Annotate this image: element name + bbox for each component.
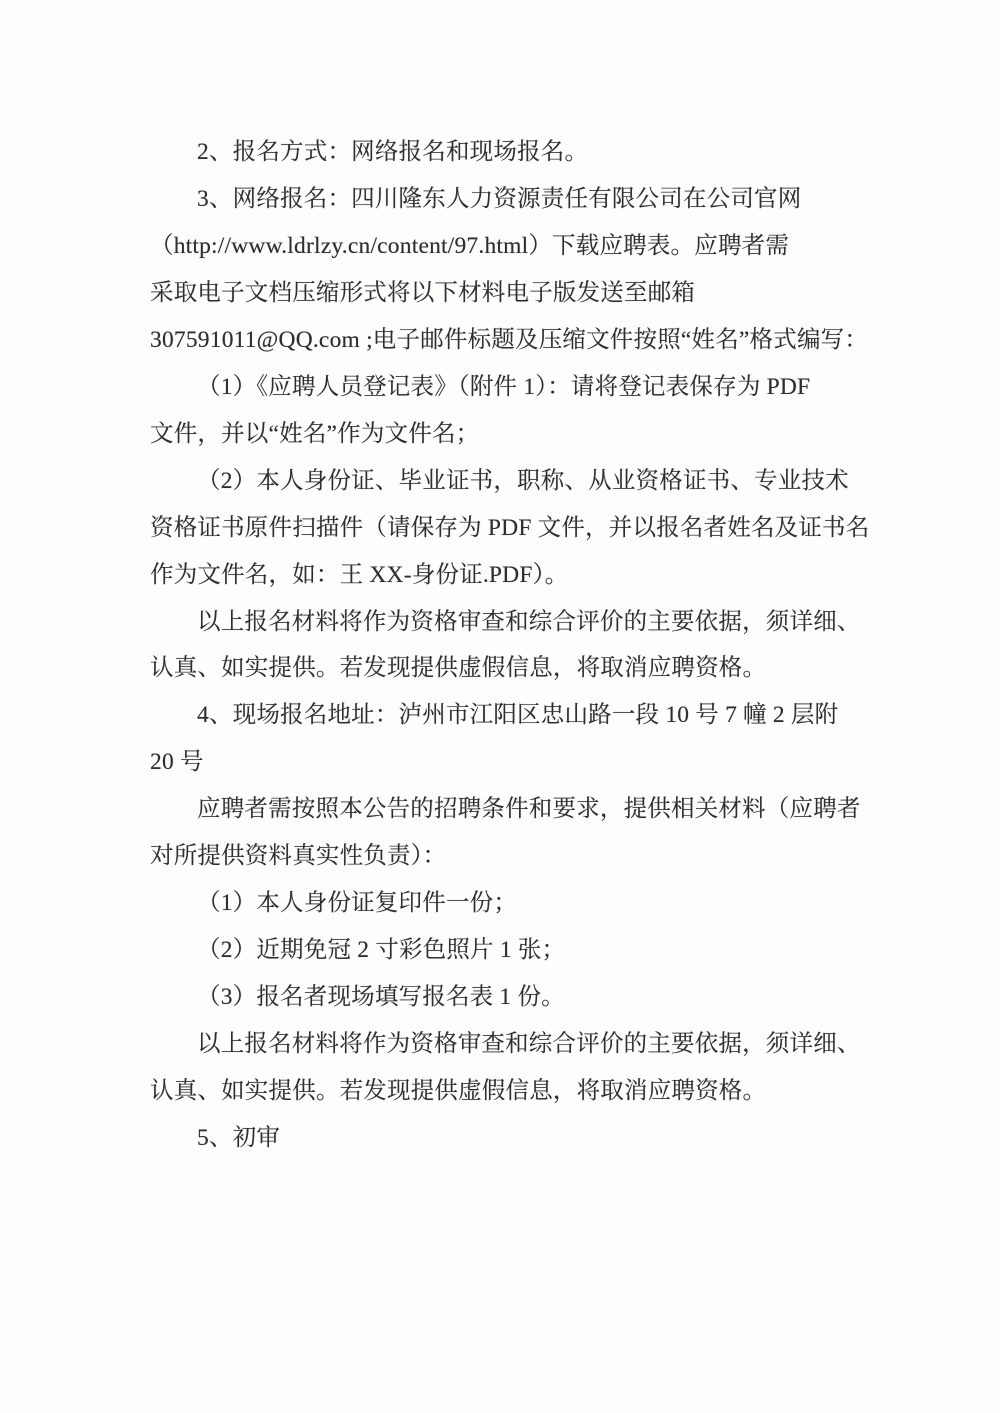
text-line: 资格证书原件扫描件（请保存为 PDF 文件，并以报名者姓名及证书名 xyxy=(150,514,870,541)
text-line: （2）本人身份证、毕业证书，职称、从业资格证书、专业技术 xyxy=(197,467,849,494)
text-line: 2、报名方式：网络报名和现场报名。 xyxy=(197,139,589,165)
text-line: 307591011@QQ.com ;电子邮件标题及压缩文件按照“姓名”格式编写： xyxy=(150,326,869,353)
text-line: （1）本人身份证复印件一份； xyxy=(197,890,518,917)
text-line: 认真、如实提供。若发现提供虚假信息，将取消应聘资格。 xyxy=(150,1078,767,1105)
text-line: 文件，并以“姓名”作为文件名； xyxy=(150,420,480,447)
text-line: 20 号 xyxy=(150,749,204,776)
text-line: （3）报名者现场填写报名表 1 份。 xyxy=(197,984,565,1011)
text-line: 以上报名材料将作为资格审查和综合评价的主要依据，须详细、 xyxy=(197,1031,861,1058)
text-line: 3、网络报名：四川隆东人力资源责任有限公司在公司官网 xyxy=(197,185,802,212)
text-line: 认真、如实提供。若发现提供虚假信息，将取消应聘资格。 xyxy=(150,655,767,682)
text-line: （2）近期免冠 2 寸彩色照片 1 张； xyxy=(197,937,566,964)
text-line: 以上报名材料将作为资格审查和综合评价的主要依据，须详细、 xyxy=(197,608,861,635)
text-line: （1）《应聘人员登记表》（附件 1）：请将登记表保存为 PDF xyxy=(197,373,811,400)
text-line: （http://www.ldrlzy.cn/content/97.html）下载应聘表。应聘者需 xyxy=(150,232,790,259)
text-line: 作为文件名，如：王 XX-身份证.PDF）。 xyxy=(150,561,569,588)
text-line: 5、初审 xyxy=(197,1125,281,1152)
text-line: 对所提供资料真实性负责）： xyxy=(150,843,447,870)
text-line: 4、现场报名地址：泸州市江阳区忠山路一段 10 号 7 幢 2 层附 xyxy=(197,702,839,729)
document-text-block xyxy=(150,129,870,1162)
text-line: 采取电子文档压缩形式将以下材料电子版发送至邮箱 xyxy=(150,279,696,306)
text-line: 应聘者需按照本公告的招聘条件和要求，提供相关材料（应聘者 xyxy=(197,796,861,823)
